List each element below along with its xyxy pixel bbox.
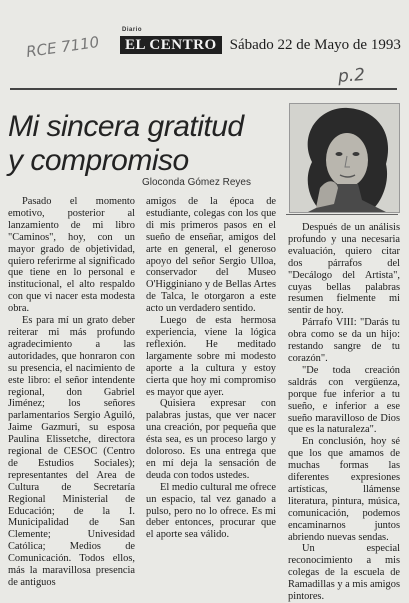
logo-small-label: Diario xyxy=(122,27,143,33)
article-column-2 xyxy=(146,196,276,541)
article-title xyxy=(8,110,244,178)
article-column-3 xyxy=(288,222,400,603)
article-column-1 xyxy=(8,196,135,589)
header-rule xyxy=(10,88,397,90)
portrait-photo-icon xyxy=(290,104,399,212)
title-line-2: y compromiso xyxy=(8,144,189,178)
paragraph: El medio cultural me ofrece un espacio, tal vez ganado a pulso, pero no lo ofrece. Es mi deber entonces, procurar que el aporte sea válido. xyxy=(146,481,276,541)
paragraph: Luego de esta hermosa experiencia, viene la lógica reflexión. He meditado largamente sobre mi modesto aporte a la cultura y estoy cierta que hoy mi compromiso es mayor que ayer. xyxy=(146,315,276,398)
paragraph: En conclusión, hoy sé que los que amamos de muchas formas las diferentes expresiones artísticas, llámense literatura, pintura, música, comunicación, podemos encaminarnos juntos abriendo nuevas sendas. xyxy=(288,436,400,543)
issue-date: Sábado 22 de Mayo de 1993 xyxy=(229,36,401,53)
author-byline: Gloconda Gómez Reyes xyxy=(142,177,251,188)
paragraph: Pasado el momento emotivo, posterior al lanzamiento de mi libro "Caminos", hoy, con un mayor grado de objetividad, quiero referirme al significado que tiene en lo personal e institucional, el alto respaldo con que vi nacer esta modesta obra. xyxy=(8,196,135,315)
title-line-1: Mi sincera gratitud xyxy=(8,110,244,144)
handwritten-archive-code: RCE 7110 xyxy=(25,32,101,62)
paragraph: Después de un análisis profundo y una necesaria evaluación, quiero citar dos párrafos del "Decálogo del Artista", cuyas bellas palabras resumen fielmente mi sentir de hoy. xyxy=(288,222,400,317)
newspaper-logo xyxy=(120,27,222,54)
handwritten-page-mark: p.2 xyxy=(337,65,366,87)
paragraph: Un especial reconocimiento a mis colegas de la escuela de Ramadillas y a mis amigos pintores. xyxy=(288,543,400,603)
paragraph: Es para mí un grato deber reiterar mi más profundo agradecimiento a las autoridades, que honraron con su presencia, el nacimiento de este libro: el señor intendente regional, don Gabriel Jiménez; los señores parlamentarios Sergio Aguiló, Jaime Gazmuri, su esposa Paulina Elissetche, directora regional de CESOC (Centro de Estudios Sociales); representantes del Area de Cultura de Secretaría Regional Ministerial de Educación; de la I. Municipalidad de San Clemente; Univesidad Católica; Medios de Comunicación. Todos ellos, más la maravillosa presencia de antiguos xyxy=(8,315,135,588)
photo-rule xyxy=(286,214,398,215)
newspaper-name: EL CENTRO xyxy=(125,37,217,53)
paragraph: "De toda creación saldrás con vergüenza, porque fue inferior a tu sueño, e inferior a ese sueño maravilloso de Dios que es la naturaleza". xyxy=(288,364,400,436)
paragraph: Quisiera expresar con palabras justas, que ver nacer una creación, por pequeña que ésta sea, es un proceso largo y doloroso. Es una entrega que en mí deja la sensación de deuda con todos ustedes. xyxy=(146,398,276,481)
paragraph: Párrafo VIII: "Darás tu obra como se da un hijo: restando sangre de tu corazón". xyxy=(288,317,400,364)
portrait-photo xyxy=(289,103,400,213)
masthead xyxy=(120,27,401,54)
paragraph: amigos de la época de estudiante, colegas con los que di mis primeros pasos en el sueño de enseñar, amigos del arte en general, el generoso apoyo del señor Sergio Ulloa, conservador del Museo O'Higginiano y de Bellas Artes de Talca, le otorgaron a este acto un verdadero sentido. xyxy=(146,196,276,315)
